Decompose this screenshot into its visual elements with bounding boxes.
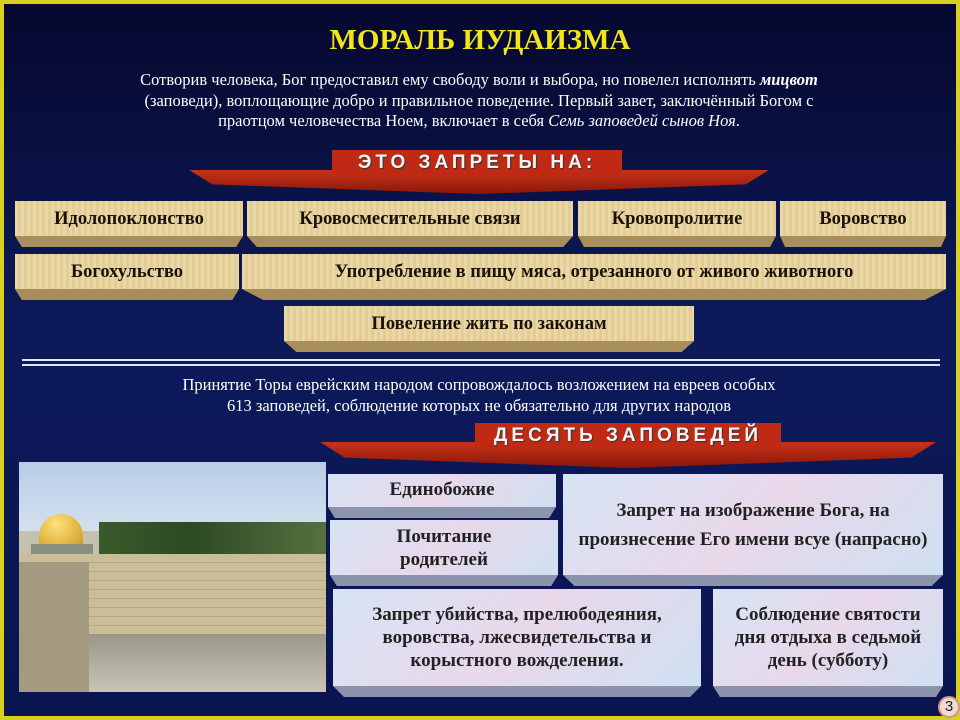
prohibition-label: Воровство: [780, 201, 946, 236]
commandment-item: [330, 520, 558, 586]
prohibition-label: Повеление жить по законам: [284, 306, 694, 341]
torah-line2: 613 заповедей, соблюдение которых не обязательно для других народов: [226, 395, 732, 415]
western-wall-photo: [19, 462, 326, 692]
intro-period: .: [735, 111, 740, 130]
prohibition-label: Богохульство: [15, 254, 239, 289]
divider: [22, 359, 940, 366]
prohibition-label: Кровосмесительные связи: [247, 201, 573, 236]
prohibition-label: Кровопролитие: [578, 201, 776, 236]
intro-line1: Сотворив человека, Бог предоставил ему свободу воли и выбора, но повелел исполнять: [140, 70, 760, 89]
dome-icon: [39, 514, 83, 548]
torah-text: [34, 375, 924, 416]
intro-line3: праотцом человечества Ноем, включает в себя: [218, 111, 549, 130]
torah-line1: Принятие Торы еврейским народом сопровождалось возложением на евреев особых: [182, 375, 776, 394]
commandment-label: Почитание родителей: [330, 520, 558, 575]
prohibition-item: [578, 201, 776, 247]
intro-term: мицвот: [759, 70, 818, 89]
commandment-item: [333, 589, 701, 697]
prohibition-label: Идолопоклонство: [15, 201, 243, 236]
prohibitions-heading: ЭТО ЗАПРЕТЫ НА:: [332, 150, 622, 176]
prohibition-item: [780, 201, 946, 247]
page-number: 3: [938, 696, 960, 718]
intro-line2: (заповеди), воплощающие добро и правильное поведение. Первый завет, заключённый Богом с: [144, 90, 814, 110]
prohibition-item: [242, 254, 946, 300]
prohibition-item: [15, 254, 239, 300]
slide-title: МОРАЛЬ ИУДАИЗМА: [329, 24, 631, 56]
commandment-item: [713, 589, 943, 697]
intro-emphasis: Семь заповедей сынов Ноя: [548, 111, 736, 130]
commandment-label: Запрет на изображение Бога, на произнесение Его имени всуе (напрасно): [563, 474, 943, 575]
commandments-heading: ДЕСЯТЬ ЗАПОВЕДЕЙ: [475, 423, 781, 449]
commandment-label: Соблюдение святости дня отдыха в седьмой день (субботу): [713, 589, 943, 686]
commandment-label: Запрет убийства, прелюбодеяния, воровства, лжесвидетельства и корыстного вожделения.: [333, 589, 701, 686]
commandment-item: [563, 474, 943, 586]
prohibition-item: [15, 201, 243, 247]
commandment-label: Единобожие: [328, 474, 556, 507]
prohibition-item: [284, 306, 694, 352]
prohibition-label: Употребление в пищу мяса, отрезанного от живого животного: [242, 254, 946, 289]
prohibition-item: [247, 201, 573, 247]
commandment-item: [328, 474, 556, 518]
intro-text: [34, 70, 924, 132]
